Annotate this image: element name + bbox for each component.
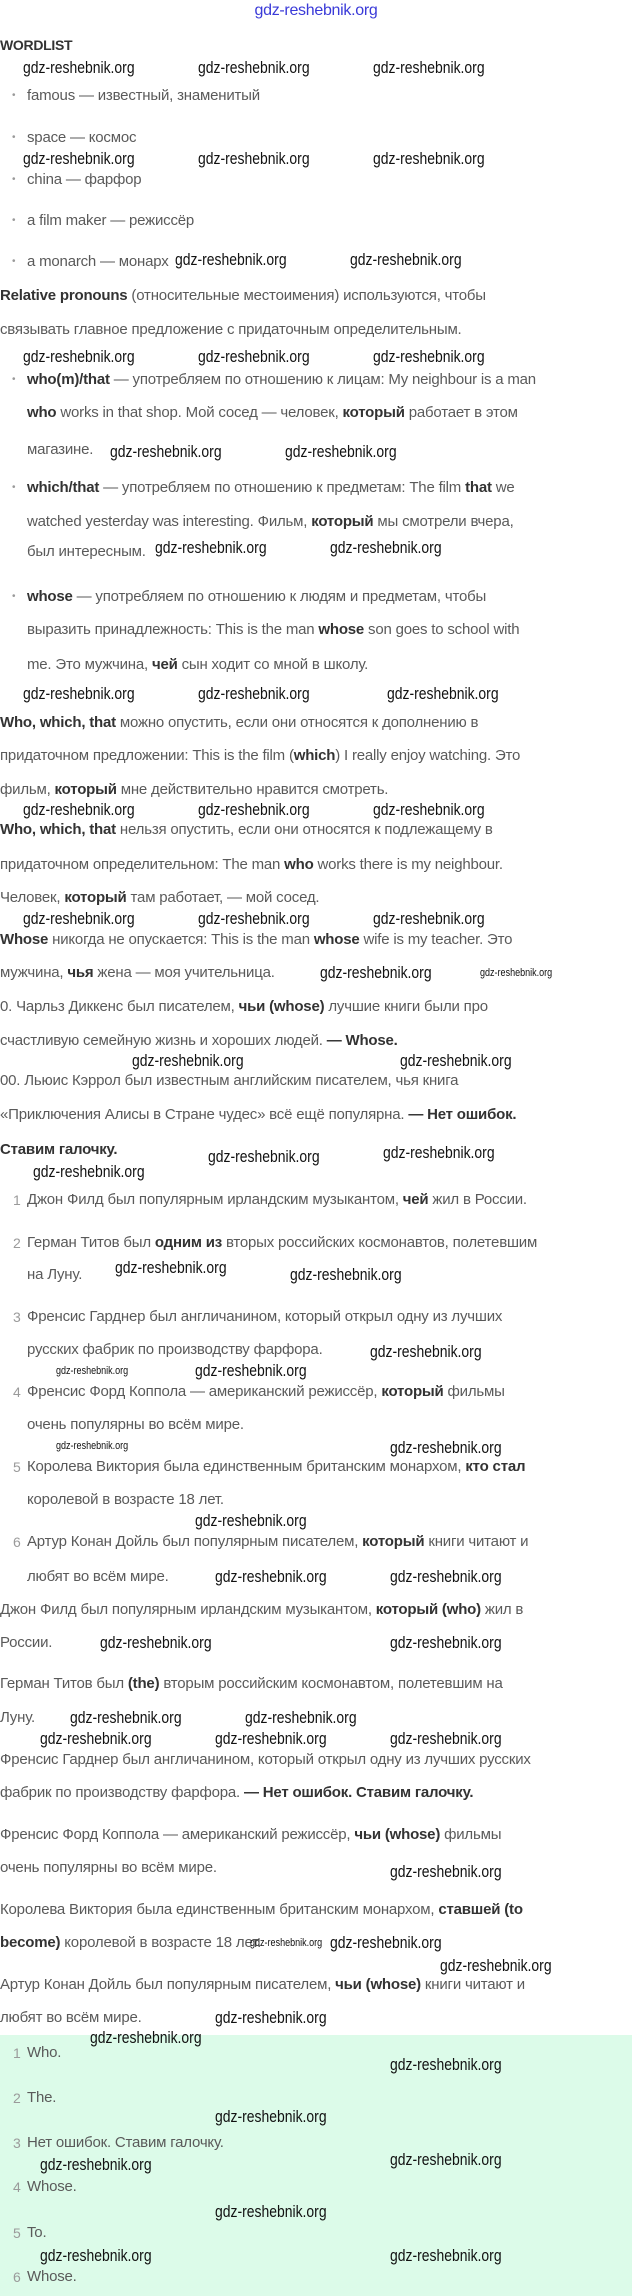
watermark: gdz-reshebnik.org xyxy=(132,1051,244,1070)
text-line xyxy=(0,820,493,840)
watermark: gdz-reshebnik.org xyxy=(198,684,310,703)
text-segment: The. xyxy=(27,2089,57,2106)
watermark: gdz-reshebnik.org xyxy=(330,538,442,557)
list-item xyxy=(27,370,536,390)
text-segment: магазине. xyxy=(27,441,94,458)
text-segment: — употребляем по отношению к предметам: The film xyxy=(99,479,466,496)
watermark: gdz-reshebnik.org xyxy=(110,442,222,461)
text-segment: вторых российских космонавтов, полетевшим xyxy=(221,1234,538,1251)
text-segment: china — фарфор xyxy=(27,171,142,188)
text-line xyxy=(27,1567,169,1587)
bullet-icon: • xyxy=(12,374,16,385)
text-segment: Джон Филд был популярным ирландским музыкантом, xyxy=(0,1601,376,1618)
text-segment: Френсис Гарднер был англичанином, который открыл одну из лучших русских xyxy=(0,1751,531,1768)
text-segment: очень популярны во всём мире. xyxy=(27,1416,244,1433)
text-segment: wife is my teacher. Это xyxy=(359,931,513,948)
text-line xyxy=(0,1600,523,1620)
bold-text: become) xyxy=(0,1934,61,1951)
bold-text: чьи (whose) xyxy=(354,1826,441,1843)
bold-text: — Нет ошибок. Ставим галочку. xyxy=(244,1784,474,1801)
watermark: gdz-reshebnik.org xyxy=(373,149,485,168)
list-number: 5 xyxy=(13,1459,21,1475)
list-item xyxy=(27,2088,56,2108)
watermark: gdz-reshebnik.org xyxy=(198,58,310,77)
text-segment: мне действительно нравится смотреть. xyxy=(116,781,389,798)
list-item xyxy=(27,1382,505,1402)
watermark: gdz-reshebnik.org xyxy=(390,2246,502,2265)
text-segment: works there is my neighbour. xyxy=(313,856,503,873)
text-segment: на Луну. xyxy=(27,1266,83,1283)
text-line xyxy=(0,1105,516,1125)
watermark: gdz-reshebnik.org xyxy=(383,1143,495,1162)
text-segment: (относительные местоимения) используются, чтобы xyxy=(127,287,486,304)
text-segment: можно опустить, если они относятся к дополнению в xyxy=(115,714,479,731)
watermark: gdz-reshebnik.org xyxy=(387,684,499,703)
list-number: 4 xyxy=(13,2179,21,2195)
watermark: gdz-reshebnik.org xyxy=(40,1729,152,1748)
text-segment: работает в этом xyxy=(404,404,518,421)
list-item xyxy=(27,1233,537,1253)
watermark: gdz-reshebnik.org xyxy=(56,1365,129,1377)
watermark: gdz-reshebnik.org xyxy=(23,909,135,928)
list-item xyxy=(27,1307,502,1327)
text-line xyxy=(0,930,512,950)
text-segment: лучшие книги были про xyxy=(324,998,488,1015)
list-number: 5 xyxy=(13,2225,21,2241)
text-segment: a monarch — монарх xyxy=(27,253,169,270)
watermark: gdz-reshebnik.org xyxy=(390,2150,502,2169)
bold-text: чья xyxy=(67,964,94,981)
bold-text: чьи (whose) xyxy=(335,1976,421,1993)
bullet-icon: • xyxy=(12,482,16,493)
text-segment: фабрик по производству фарфора. xyxy=(0,1784,244,1801)
text-line xyxy=(0,1858,217,1878)
list-item xyxy=(27,1532,528,1552)
bold-text: that xyxy=(465,479,492,496)
list-item xyxy=(27,2133,224,2153)
watermark: gdz-reshebnik.org xyxy=(90,2028,202,2047)
watermark: gdz-reshebnik.org xyxy=(390,2055,502,2074)
text-segment: Артур Конан Дойль был популярным писателем, xyxy=(0,1976,336,1993)
watermark: gdz-reshebnik.org xyxy=(440,1956,552,1975)
watermark: gdz-reshebnik.org xyxy=(195,1511,307,1530)
text-segment: очень популярны во всём мире. xyxy=(0,1859,217,1876)
list-item xyxy=(27,86,260,106)
watermark: gdz-reshebnik.org xyxy=(285,442,397,461)
list-number: 2 xyxy=(13,1235,21,1251)
text-line xyxy=(0,855,503,875)
text-segment: watched yesterday was interesting. Фильм, xyxy=(27,513,312,530)
bold-text: чьи (whose) xyxy=(238,998,325,1015)
text-segment: Джон Филд был популярным ирландским музыкантом, xyxy=(27,1191,403,1208)
text-line xyxy=(0,320,462,340)
text-segment: Who. xyxy=(27,2044,62,2061)
text-segment: выразить принадлежность: This is the man xyxy=(27,621,319,638)
bold-text: который xyxy=(381,1383,444,1400)
text-line xyxy=(0,780,388,800)
watermark: gdz-reshebnik.org xyxy=(23,684,135,703)
bold-text: одним из xyxy=(154,1234,222,1251)
list-item xyxy=(27,2177,77,2197)
text-line xyxy=(0,1674,503,1694)
watermark: gdz-reshebnik.org xyxy=(350,250,462,269)
text-line xyxy=(0,1708,35,1728)
bold-text: who xyxy=(27,404,57,421)
text-line xyxy=(0,2008,142,2028)
text-line xyxy=(0,1975,525,1995)
text-line xyxy=(27,1340,323,1360)
bold-text: Who, which, that xyxy=(0,821,116,838)
text-segment: ) I really enjoy watching. Это xyxy=(335,747,521,764)
bold-text: which/that xyxy=(27,479,100,496)
text-segment: был интересным. xyxy=(27,543,146,560)
text-segment: Френсис Форд Коппола — американский режиссёр, xyxy=(27,1383,382,1400)
text-line xyxy=(27,512,514,532)
watermark: gdz-reshebnik.org xyxy=(215,1567,327,1586)
bold-text: which xyxy=(293,747,336,764)
text-segment: королевой в возрасте 18 лет. xyxy=(27,1491,224,1508)
site-logo[interactable]: gdz-reshebnik.org xyxy=(254,2,378,19)
watermark: gdz-reshebnik.org xyxy=(290,1265,402,1284)
text-line xyxy=(27,403,518,423)
text-segment: нельзя опустить, если они относятся к подлежащему в xyxy=(115,821,493,838)
text-line xyxy=(0,1071,458,1091)
text-segment: сын ходит со мной в школу. xyxy=(177,656,369,673)
text-line xyxy=(0,746,520,766)
text-segment: Королева Виктория была единственным британским монархом, xyxy=(27,1458,466,1475)
bold-text: который xyxy=(362,1533,425,1550)
text-segment: королевой в возрасте 18 лет. xyxy=(60,1934,262,1951)
bold-text: Ставим галочку. xyxy=(0,1141,118,1158)
bold-text: который xyxy=(54,781,117,798)
text-segment: придаточном предложении: This is the film ( xyxy=(0,747,294,764)
watermark: gdz-reshebnik.org xyxy=(215,2202,327,2221)
text-segment: Герман Титов был xyxy=(0,1675,128,1692)
text-segment: жил в России. xyxy=(428,1191,527,1208)
list-item xyxy=(27,170,141,190)
watermark: gdz-reshebnik.org xyxy=(480,967,553,979)
text-segment: русских фабрик по производству фарфора. xyxy=(27,1341,323,1358)
list-number: 1 xyxy=(13,2045,21,2061)
watermark: gdz-reshebnik.org xyxy=(373,800,485,819)
bold-text: — Нет ошибок. xyxy=(408,1106,517,1123)
bold-text: who xyxy=(284,856,314,873)
list-item xyxy=(27,2267,77,2287)
text-line xyxy=(0,713,478,733)
list-number: 6 xyxy=(13,2269,21,2285)
text-segment: Артур Конан Дойль был популярным писателем, xyxy=(27,1533,363,1550)
bold-text: WORDLIST xyxy=(0,37,73,53)
watermark: gdz-reshebnik.org xyxy=(198,909,310,928)
text-segment: son goes to school with xyxy=(364,621,520,638)
list-item xyxy=(27,2223,46,2243)
bold-text: Whose xyxy=(0,931,49,948)
text-line xyxy=(27,1415,244,1435)
watermark: gdz-reshebnik.org xyxy=(175,250,287,269)
watermark: gdz-reshebnik.org xyxy=(390,1633,502,1652)
bold-text: ставшей (to xyxy=(438,1901,523,1918)
text-line xyxy=(0,1933,261,1953)
bold-text: который xyxy=(311,513,374,530)
text-segment: жена — моя учительница. xyxy=(93,964,275,981)
watermark: gdz-reshebnik.org xyxy=(208,1147,320,1166)
bold-text: который xyxy=(64,889,127,906)
text-segment: любят во всём мире. xyxy=(0,2009,142,2026)
text-segment: книги читают и xyxy=(420,1976,525,1993)
section-heading xyxy=(0,35,72,55)
bold-text: (the) xyxy=(127,1675,160,1692)
text-segment: никогда не опускается: This is the man xyxy=(48,931,314,948)
text-line xyxy=(0,888,319,908)
watermark: gdz-reshebnik.org xyxy=(373,58,485,77)
bold-text: который (who) xyxy=(375,1601,481,1618)
text-segment: связывать главное предложение с придаточным определительным. xyxy=(0,321,462,338)
watermark: gdz-reshebnik.org xyxy=(33,1162,145,1181)
watermark: gdz-reshebnik.org xyxy=(330,1933,442,1952)
text-line xyxy=(0,1825,501,1845)
list-item xyxy=(27,211,194,231)
bold-text: — Whose. xyxy=(326,1032,398,1049)
list-item xyxy=(27,128,136,148)
text-line xyxy=(27,1490,224,1510)
text-segment: фильмы xyxy=(443,1383,505,1400)
text-line xyxy=(27,1265,82,1285)
watermark: gdz-reshebnik.org xyxy=(245,1708,357,1727)
text-line xyxy=(0,997,488,1017)
text-segment: Френсис Форд Коппола — американский режиссёр, xyxy=(0,1826,355,1843)
text-segment: фильм, xyxy=(0,781,55,798)
text-line xyxy=(0,286,486,306)
bold-text: whose xyxy=(318,621,365,638)
list-number: 3 xyxy=(13,1309,21,1325)
text-segment: Человек, xyxy=(0,889,65,906)
watermark: gdz-reshebnik.org xyxy=(390,1567,502,1586)
bold-text: который xyxy=(342,404,405,421)
text-line xyxy=(27,620,519,640)
list-item xyxy=(27,1190,527,1210)
watermark: gdz-reshebnik.org xyxy=(23,347,135,366)
watermark: gdz-reshebnik.org xyxy=(23,800,135,819)
text-segment: — употребляем по отношению к людям и предметам, чтобы xyxy=(72,588,487,605)
watermark: gdz-reshebnik.org xyxy=(198,149,310,168)
watermark: gdz-reshebnik.org xyxy=(215,1729,327,1748)
watermark: gdz-reshebnik.org xyxy=(370,1342,482,1361)
text-segment: Френсис Гарднер был англичанином, который открыл одну из лучших xyxy=(27,1308,503,1325)
text-segment: там работает, — мой сосед. xyxy=(126,889,320,906)
text-line xyxy=(0,1750,531,1770)
text-segment: space — космос xyxy=(27,129,137,146)
text-segment: 0. Чарльз Диккенс был писателем, xyxy=(0,998,239,1015)
text-segment: Whose. xyxy=(27,2268,77,2285)
text-segment: famous — известный, знаменитый xyxy=(27,87,260,104)
bold-text: кто стал xyxy=(465,1458,526,1475)
list-item xyxy=(27,252,169,272)
bold-text: who(m)/that xyxy=(27,371,110,388)
watermark: gdz-reshebnik.org xyxy=(320,963,432,982)
text-line xyxy=(0,1031,398,1051)
bold-text: whose xyxy=(27,588,73,605)
list-number: 3 xyxy=(13,2135,21,2151)
text-segment: фильмы xyxy=(440,1826,502,1843)
watermark: gdz-reshebnik.org xyxy=(70,1708,182,1727)
text-line xyxy=(27,440,93,460)
watermark: gdz-reshebnik.org xyxy=(195,1361,307,1380)
watermark: gdz-reshebnik.org xyxy=(40,2246,152,2265)
bullet-icon: • xyxy=(12,174,16,185)
text-line xyxy=(0,963,275,983)
watermark: gdz-reshebnik.org xyxy=(23,149,135,168)
list-number: 1 xyxy=(13,1192,21,1208)
text-segment: Королева Виктория была единственным британским монархом, xyxy=(0,1901,439,1918)
watermark: gdz-reshebnik.org xyxy=(155,538,267,557)
watermark: gdz-reshebnik.org xyxy=(198,800,310,819)
bold-text: чей xyxy=(402,1191,429,1208)
text-segment: «Приключения Алисы в Стране чудес» всё ещё популярна. xyxy=(0,1106,409,1123)
bullet-icon: • xyxy=(12,256,16,267)
bold-text: Relative pronouns xyxy=(0,287,128,304)
watermark: gdz-reshebnik.org xyxy=(100,1633,212,1652)
watermark: gdz-reshebnik.org xyxy=(56,1440,129,1452)
text-segment: me. Это мужчина, xyxy=(27,656,152,673)
text-segment: — употребляем по отношению к лицам: My neighbour is a man xyxy=(109,371,536,388)
watermark: gdz-reshebnik.org xyxy=(400,1051,512,1070)
text-segment: любят во всём мире. xyxy=(27,1568,169,1585)
text-segment: 00. Льюис Кэррол был известным английским писателем, чья книга xyxy=(0,1072,459,1089)
list-item xyxy=(27,2043,61,2063)
text-segment: Луну. xyxy=(0,1709,35,1726)
watermark: gdz-reshebnik.org xyxy=(390,1438,502,1457)
text-segment: счастливую семейную жизнь и хороших людей. xyxy=(0,1032,327,1049)
text-segment: a film maker — режиссёр xyxy=(27,212,195,229)
text-segment: Whose. xyxy=(27,2178,77,2195)
text-line xyxy=(27,542,146,562)
bullet-icon: • xyxy=(12,132,16,143)
bold-text: Who, which, that xyxy=(0,714,116,731)
bullet-icon: • xyxy=(12,215,16,226)
text-segment: works in that shop. Мой сосед — человек, xyxy=(56,404,343,421)
bold-text: whose xyxy=(313,931,360,948)
watermark: gdz-reshebnik.org xyxy=(390,1729,502,1748)
bullet-icon: • xyxy=(12,591,16,602)
text-segment: мы смотрели вчера, xyxy=(373,513,514,530)
list-item xyxy=(27,478,515,498)
text-segment: мужчина, xyxy=(0,964,68,981)
watermark: gdz-reshebnik.org xyxy=(215,2107,327,2126)
watermark: gdz-reshebnik.org xyxy=(198,347,310,366)
watermark: gdz-reshebnik.org xyxy=(373,347,485,366)
watermark: gdz-reshebnik.org xyxy=(373,909,485,928)
text-segment: придаточном определительном: The man xyxy=(0,856,285,873)
text-segment: Нет ошибок. Ставим галочку. xyxy=(27,2134,224,2151)
watermark: gdz-reshebnik.org xyxy=(40,2155,152,2174)
watermark: gdz-reshebnik.org xyxy=(23,58,135,77)
text-segment: жил в xyxy=(480,1601,524,1618)
list-item xyxy=(27,587,486,607)
bullet-icon: • xyxy=(12,90,16,101)
list-number: 6 xyxy=(13,1534,21,1550)
text-segment: we xyxy=(491,479,515,496)
text-line xyxy=(0,1900,523,1920)
text-line xyxy=(0,1140,117,1160)
text-segment: Герман Титов был xyxy=(27,1234,155,1251)
text-segment: вторым российским космонавтом, полетевшим на xyxy=(159,1675,503,1692)
text-line xyxy=(0,1783,473,1803)
watermark: gdz-reshebnik.org xyxy=(115,1258,227,1277)
text-line xyxy=(27,655,368,675)
bold-text: чей xyxy=(151,656,178,673)
text-line xyxy=(0,1633,52,1653)
list-item xyxy=(27,1457,525,1477)
list-number: 2 xyxy=(13,2090,21,2106)
watermark: gdz-reshebnik.org xyxy=(390,1862,502,1881)
text-segment: книги читают и xyxy=(424,1533,529,1550)
text-segment: To. xyxy=(27,2224,47,2241)
watermark: gdz-reshebnik.org xyxy=(250,1937,323,1949)
watermark: gdz-reshebnik.org xyxy=(215,2008,327,2027)
list-number: 4 xyxy=(13,1384,21,1400)
text-segment: России. xyxy=(0,1634,53,1651)
